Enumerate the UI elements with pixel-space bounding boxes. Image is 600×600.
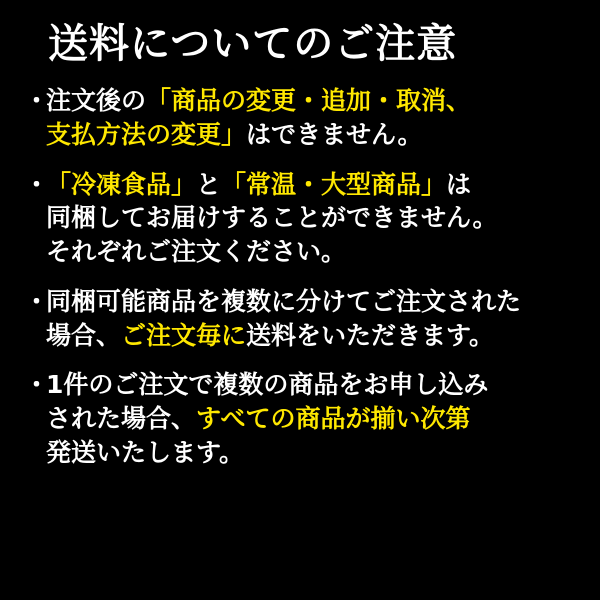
plain-text: は [446, 169, 472, 199]
plain-text: 同梱可能商品を複数に分けてご注文された [46, 286, 522, 316]
list-item-line [46, 118, 586, 152]
list-item [24, 168, 586, 269]
plain-text: された場合、 [46, 404, 197, 433]
page-title: 送料についてのご注意 [48, 21, 458, 67]
list-item-line [46, 168, 586, 202]
bullet-icon: ・ [24, 286, 50, 316]
bullet-icon: ・ [24, 169, 50, 199]
highlighted-text: 支払方法の変更」 [46, 119, 247, 149]
list-item-text [46, 368, 586, 469]
list-item-line [46, 285, 586, 319]
list-item-line [46, 368, 586, 402]
highlighted-text: 「冷凍食品」 [46, 169, 197, 199]
list-item [24, 285, 586, 353]
plain-text: 同梱してお届けすることができません。 [46, 203, 498, 233]
plain-text: と [196, 169, 222, 199]
list-item [24, 368, 586, 469]
list-item-line [46, 235, 586, 269]
plain-text: 1件のご注文で複数の商品をお申し込み [46, 370, 489, 400]
bottom-spacer [14, 470, 586, 591]
highlighted-text: ご注文毎に [121, 320, 247, 350]
plain-text: はできません。 [246, 119, 423, 149]
bullet-icon: ・ [24, 370, 50, 400]
list-item-text [46, 84, 586, 152]
list-item-line [46, 84, 586, 118]
list-item-text [46, 168, 586, 269]
list-item-line [46, 402, 586, 436]
highlighted-text: すべての商品が揃い次第 [196, 404, 471, 433]
list-item-line [46, 436, 586, 470]
list-item-text [46, 285, 586, 353]
highlighted-text: 「商品の変更・追加・取消、 [146, 86, 472, 115]
bullet-icon: ・ [24, 86, 50, 115]
list-item-line [46, 319, 586, 353]
plain-text: 場合、 [46, 320, 122, 350]
list-item [24, 84, 586, 152]
list-item-line [46, 201, 586, 235]
plain-text: 送料をいただきます。 [246, 320, 495, 350]
notice-list [14, 84, 586, 470]
highlighted-text: 「常温・大型商品」 [221, 169, 447, 199]
plain-text: 注文後の [46, 86, 147, 115]
plain-text: 発送いたします。 [46, 437, 245, 467]
plain-text: それぞれご注文ください。 [46, 237, 347, 266]
